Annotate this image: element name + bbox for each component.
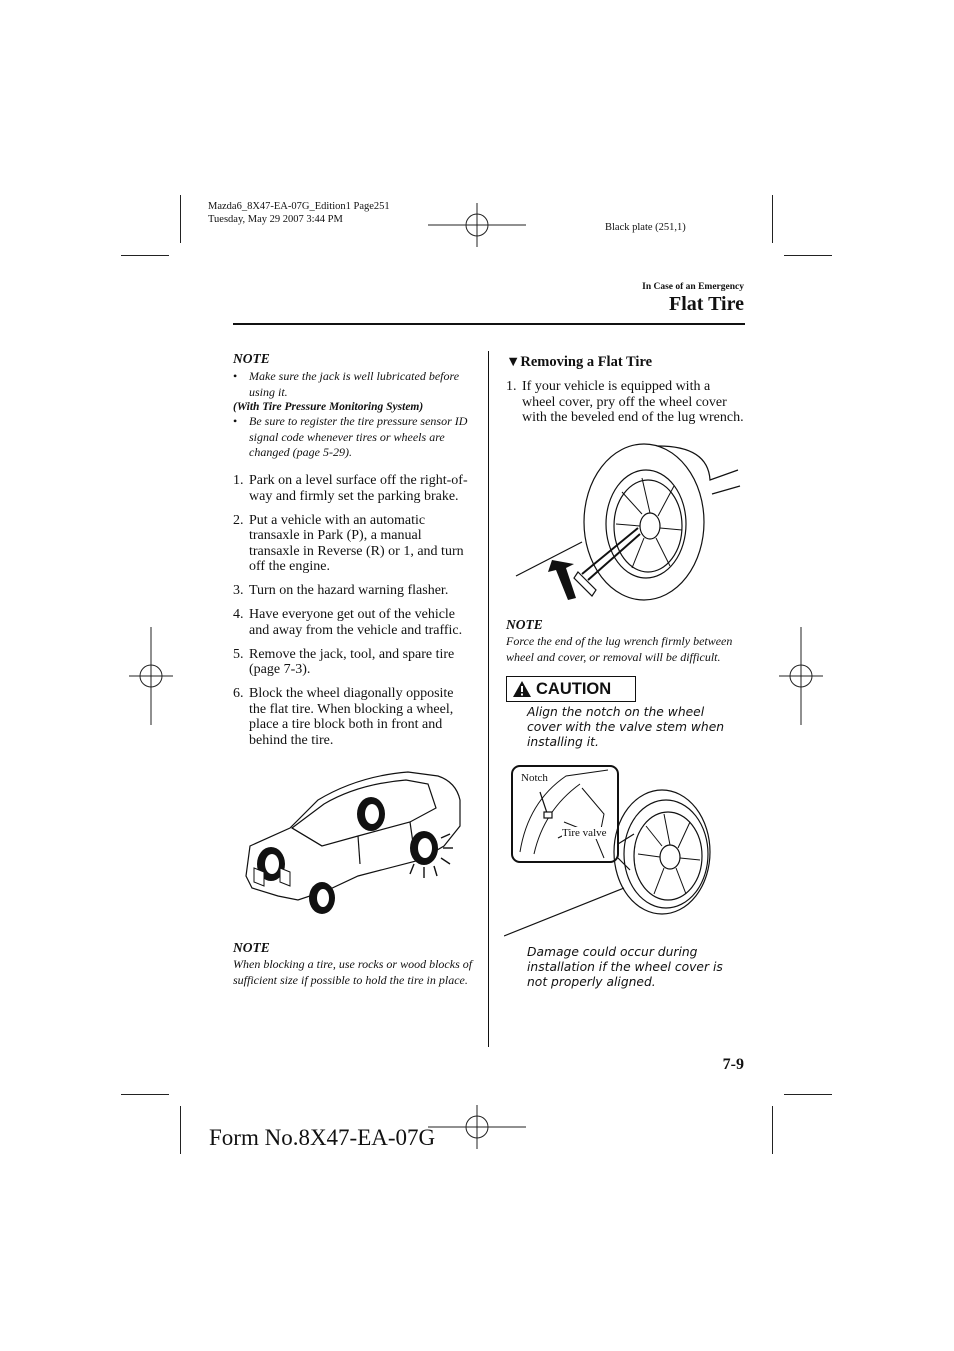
triangle-down-icon: ▼ (506, 354, 521, 370)
list-item: 5. Remove the jack, tool, and spare tire (page 7-3). (233, 646, 455, 677)
list-item: 2. Put a vehicle with an automatic transaxle in Park (P), a manual transaxle in Reverse (R) or 1, and turn off the engine. (233, 512, 464, 574)
car-wheel-block-illustration (238, 768, 464, 918)
tire-rear-blocked (254, 847, 290, 886)
section-name: In Case of an Emergency (642, 282, 744, 292)
page-number: 7-9 (722, 1056, 744, 1073)
note-bullet-text: Make sure the jack is well lubricated before using it. (249, 369, 460, 399)
list-item: 6. Block the wheel diagonally opposite the flat tire. When blocking a wheel, place a tire block both in front and behind the tire. (233, 686, 454, 748)
slug-line-1: Mazda6_8X47-EA-07G_Edition1 Page251 (208, 201, 390, 212)
form-number: Form No.8X47-EA-07G (209, 1125, 436, 1150)
note-text: When blocking a tire, use rocks or wood blocks of sufficient size if possible to hold the tire in place. (233, 957, 473, 987)
page-title: Flat Tire (669, 293, 744, 315)
tire-front-bottom (309, 882, 335, 914)
registration-mark-top-icon (428, 195, 526, 255)
figure-label-tire-valve: Tire valve (562, 827, 607, 839)
wheel-cover-notch-illustration (504, 762, 730, 938)
caution-text: Align the notch on the wheel cover with the valve stem when installing it. (527, 705, 725, 749)
note-lubrication (233, 351, 473, 461)
note-bullet (233, 369, 473, 400)
list-item: 1. If your vehicle is equipped with a wheel cover, pry off the wheel cover with the beveled end of the lug wrench. (506, 379, 744, 425)
column-divider (488, 351, 489, 1047)
note-text: Force the end of the lug wrench firmly between wheel and cover, or removal will be difficult. (506, 634, 733, 664)
note-tire-block (233, 940, 473, 988)
note-heading: NOTE (233, 940, 270, 955)
registration-mark-right-icon (775, 627, 827, 725)
caution-damage-text: Damage could occur during installation if the wheel cover is not properly aligned. (527, 945, 723, 989)
bullet-icon: • (233, 369, 238, 383)
bullet-icon: • (233, 414, 238, 428)
print-slug (208, 200, 390, 226)
removal-steps (506, 379, 746, 434)
registration-mark-left-icon (125, 627, 177, 725)
note-heading: NOTE (506, 617, 543, 632)
header-rule (233, 323, 745, 325)
arrow-icon (548, 560, 576, 600)
note-bullet-text: Be sure to register the tire pressure sensor ID signal code whenever tires or wheels are changed (page 5-29). (249, 414, 468, 459)
tire-front-blocked (410, 831, 453, 878)
tire-rear-top (357, 797, 385, 831)
list-item: 3. Turn on the hazard warning flasher. (233, 583, 449, 598)
plate-info: Black plate (251,1) (605, 222, 686, 233)
preparation-steps (233, 473, 473, 757)
warning-triangle-icon (512, 680, 532, 698)
note-lug-wrench (506, 617, 746, 665)
lug-wrench-wheel-cover-illustration (512, 440, 748, 606)
figure-label-notch: Notch (521, 772, 548, 784)
subsection-heading (506, 354, 652, 371)
caution-box (506, 676, 636, 702)
caution-label: CAUTION (536, 679, 612, 698)
note-subheading: (With Tire Pressure Monitoring System) (233, 401, 424, 413)
slug-line-2: Tuesday, May 29 2007 3:44 PM (208, 214, 343, 225)
list-item: 4. Have everyone get out of the vehicle and away from the vehicle and traffic. (233, 607, 463, 638)
subsection-title: Removing a Flat Tire (520, 354, 653, 370)
list-item: 1. Park on a level surface off the right-of-way and firmly set the parking brake. (233, 473, 468, 504)
note-bullet (233, 414, 473, 461)
note-heading: NOTE (233, 351, 270, 366)
registration-mark-bottom-icon (428, 1097, 526, 1157)
